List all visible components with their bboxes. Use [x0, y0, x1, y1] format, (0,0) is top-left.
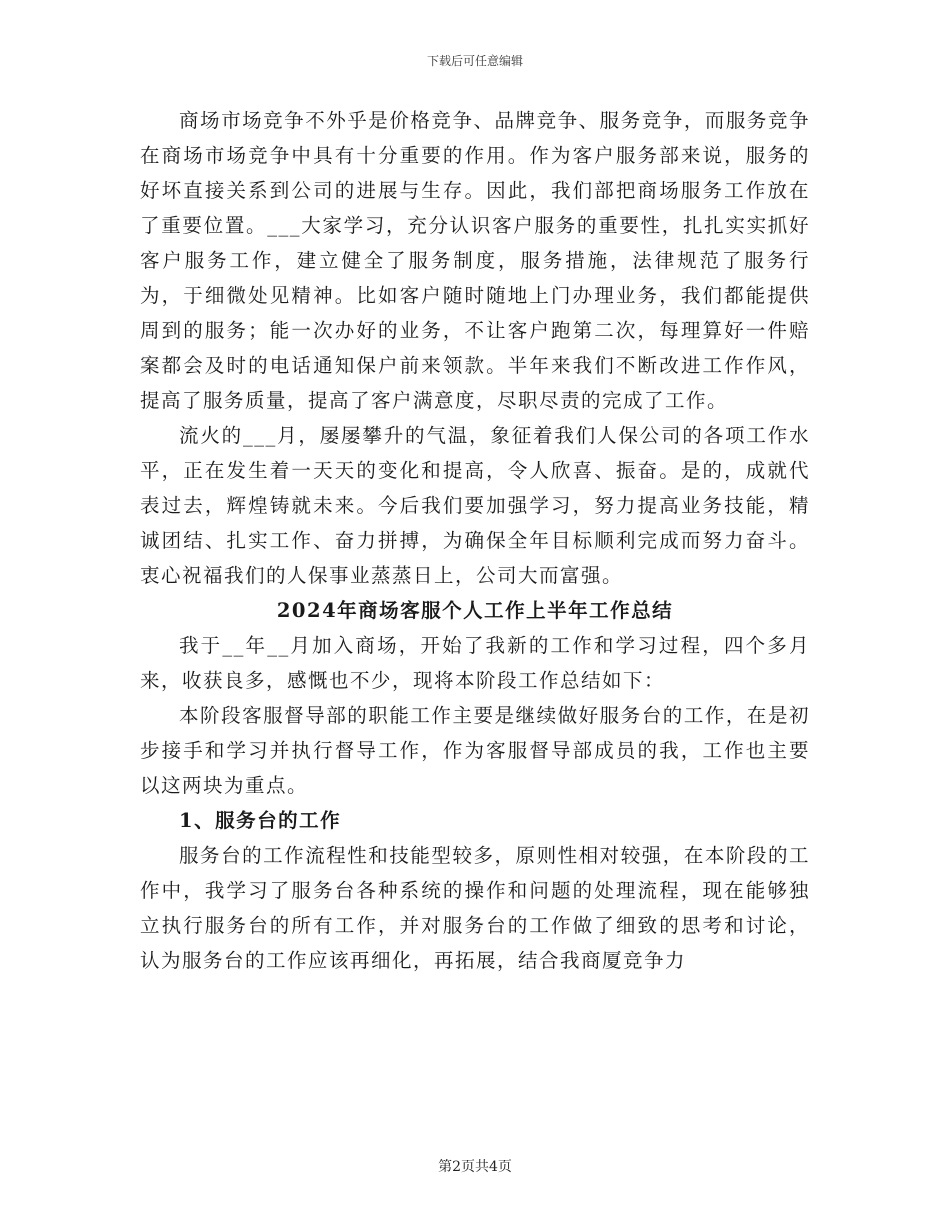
- body-paragraph: 商场市场竞争不外乎是价格竞争、品牌竞争、服务竞争，而服务竞争在商场市场竞争中具有十分重要的作用。作为客户服务部来说，服务的好坏直接关系到公司的进展与生存。因此，我们部把商场服务工作放在了重要位置。___大家学习，充分认识客户服务的重要性，扎扎实实抓好客户服务工作，建立健全了服务制度，服务措施，法律规范了服务行为，于细微处见精神。比如客户随时随地上门办理业务，我们都能提供周到的服务；能一次办好的业务，不让客户跑第二次，每理算好一件赔案都会及时的电话通知保户前来领款。半年来我们不断改进工作作风，提高了服务质量，提高了客户满意度，尽职尽责的完成了工作。: [140, 109, 810, 412]
- body-paragraph: 我于__年__月加入商场，开始了我新的工作和学习过程，四个多月来，收获良多，感慨也不少，现将本阶段工作总结如下：: [140, 634, 810, 692]
- header-note: 下载后可任意编辑: [426, 54, 523, 68]
- page-footer: 第2页共4页: [438, 1159, 512, 1175]
- subheading: 1、服务台的工作: [179, 809, 342, 832]
- section-title: 2024年商场客服个人工作上半年工作总结: [276, 599, 674, 622]
- document-body: [140, 103, 810, 978]
- body-paragraph: 本阶段客服督导部的职能工作主要是继续做好服务台的工作，在是初步接手和学习并执行督导工作，作为客服督导部成员的我，工作也主要以这两块为重点。: [140, 704, 810, 797]
- body-paragraph: 流火的___月，屡屡攀升的气温，象征着我们人保公司的各项工作水平，正在发生着一天天的变化和提高，令人欣喜、振奋。是的，成就代表过去，辉煌铸就未来。今后我们要加强学习，努力提高业务技能，精诚团结、扎实工作、奋力拼搏，为确保全年目标顺利完成而努力奋斗。衷心祝福我们的人保事业蒸蒸日上，公司大而富强。: [140, 424, 810, 587]
- body-paragraph: 服务台的工作流程性和技能型较多，原则性相对较强，在本阶段的工作中，我学习了服务台各种系统的操作和问题的处理流程，现在能够独立执行服务台的所有工作，并对服务台的工作做了细致的思考和讨论，认为服务台的工作应该再细化，再拓展，结合我商厦竞争力: [140, 844, 810, 972]
